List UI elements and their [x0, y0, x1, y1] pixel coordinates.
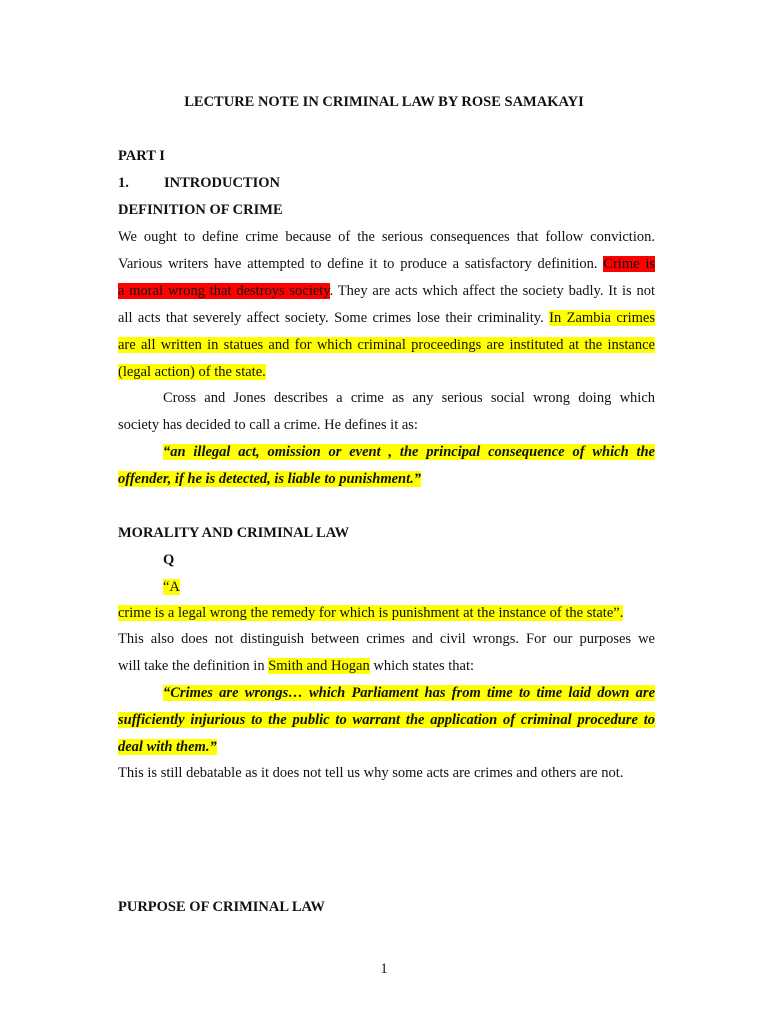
- paragraph-line: society has decided to call a crime. He defines it as:: [118, 417, 418, 433]
- paragraph-line: [118, 282, 655, 300]
- paragraph-line: This is still debatable as it does not tell us why some acts are crimes and others are not.: [118, 765, 624, 781]
- heading-morality: MORALITY AND CRIMINAL LAW: [118, 525, 350, 541]
- yellow-highlight: “A: [163, 579, 180, 595]
- quote-line: [163, 684, 655, 702]
- part-heading: PART I: [118, 148, 165, 164]
- text-run: . They are acts which affect the society badly. It is not: [329, 283, 655, 299]
- text-run: Various writers have attempted to define it to produce a satisfactory definition.: [118, 256, 598, 272]
- heading-definition-of-crime: DEFINITION OF CRIME: [118, 202, 283, 218]
- yellow-highlight: “Crimes are wrongs… which Parliament has from time to time laid down are: [163, 685, 655, 701]
- paragraph-line: [118, 657, 655, 675]
- heading-purpose: PURPOSE OF CRIMINAL LAW: [118, 899, 325, 915]
- quote-open: [163, 578, 700, 596]
- yellow-highlight: are all written in statues and for which criminal proceedings are instituted at the instance: [118, 337, 655, 353]
- yellow-highlight: Smith and Hogan: [268, 658, 370, 674]
- quote-line: [118, 738, 655, 756]
- paragraph-line: [118, 309, 655, 327]
- yellow-highlight: (legal action) of the state.: [118, 364, 266, 380]
- section-heading-introduction: [118, 174, 655, 192]
- red-highlight: Crime is: [603, 256, 655, 272]
- yellow-highlight: In Zambia crimes: [549, 310, 655, 326]
- paragraph-line: Cross and Jones describes a crime as any serious social wrong doing which: [163, 390, 655, 406]
- document-title: LECTURE NOTE IN CRIMINAL LAW BY ROSE SAMAKAYI: [184, 94, 584, 110]
- quote-line: [118, 470, 655, 488]
- text-run: all acts that severely affect society. Some crimes lose their criminality.: [118, 310, 544, 326]
- paragraph-line: [118, 604, 655, 622]
- yellow-highlight: offender, if he is detected, is liable to punishment.”: [118, 471, 422, 487]
- paragraph-line: We ought to define crime because of the serious consequences that follow conviction.: [118, 229, 655, 245]
- paragraph-line: [118, 336, 655, 354]
- text-run: which states that:: [369, 658, 475, 674]
- red-highlight: a moral wrong that destroys society: [118, 283, 330, 299]
- yellow-highlight: “an illegal act, omission or event , the principal consequence of which the: [163, 444, 655, 460]
- section-title: INTRODUCTION: [164, 175, 281, 191]
- quote-line: [118, 711, 655, 729]
- q-label: Q: [163, 552, 175, 568]
- section-number: 1.: [118, 175, 129, 191]
- paragraph-line: [118, 255, 655, 273]
- text-run: will take the definition in: [118, 658, 269, 674]
- page-number: 1: [380, 961, 388, 977]
- quote-line: [163, 443, 655, 461]
- paragraph-line: This also does not distinguish between crimes and civil wrongs. For our purposes we: [118, 631, 655, 647]
- yellow-highlight: deal with them.”: [118, 739, 217, 755]
- paragraph-line: [118, 363, 655, 381]
- yellow-highlight: sufficiently injurious to the public to warrant the application of criminal procedure to: [118, 712, 655, 728]
- yellow-highlight: crime is a legal wrong the remedy for which is punishment at the instance of the state”.: [118, 605, 624, 621]
